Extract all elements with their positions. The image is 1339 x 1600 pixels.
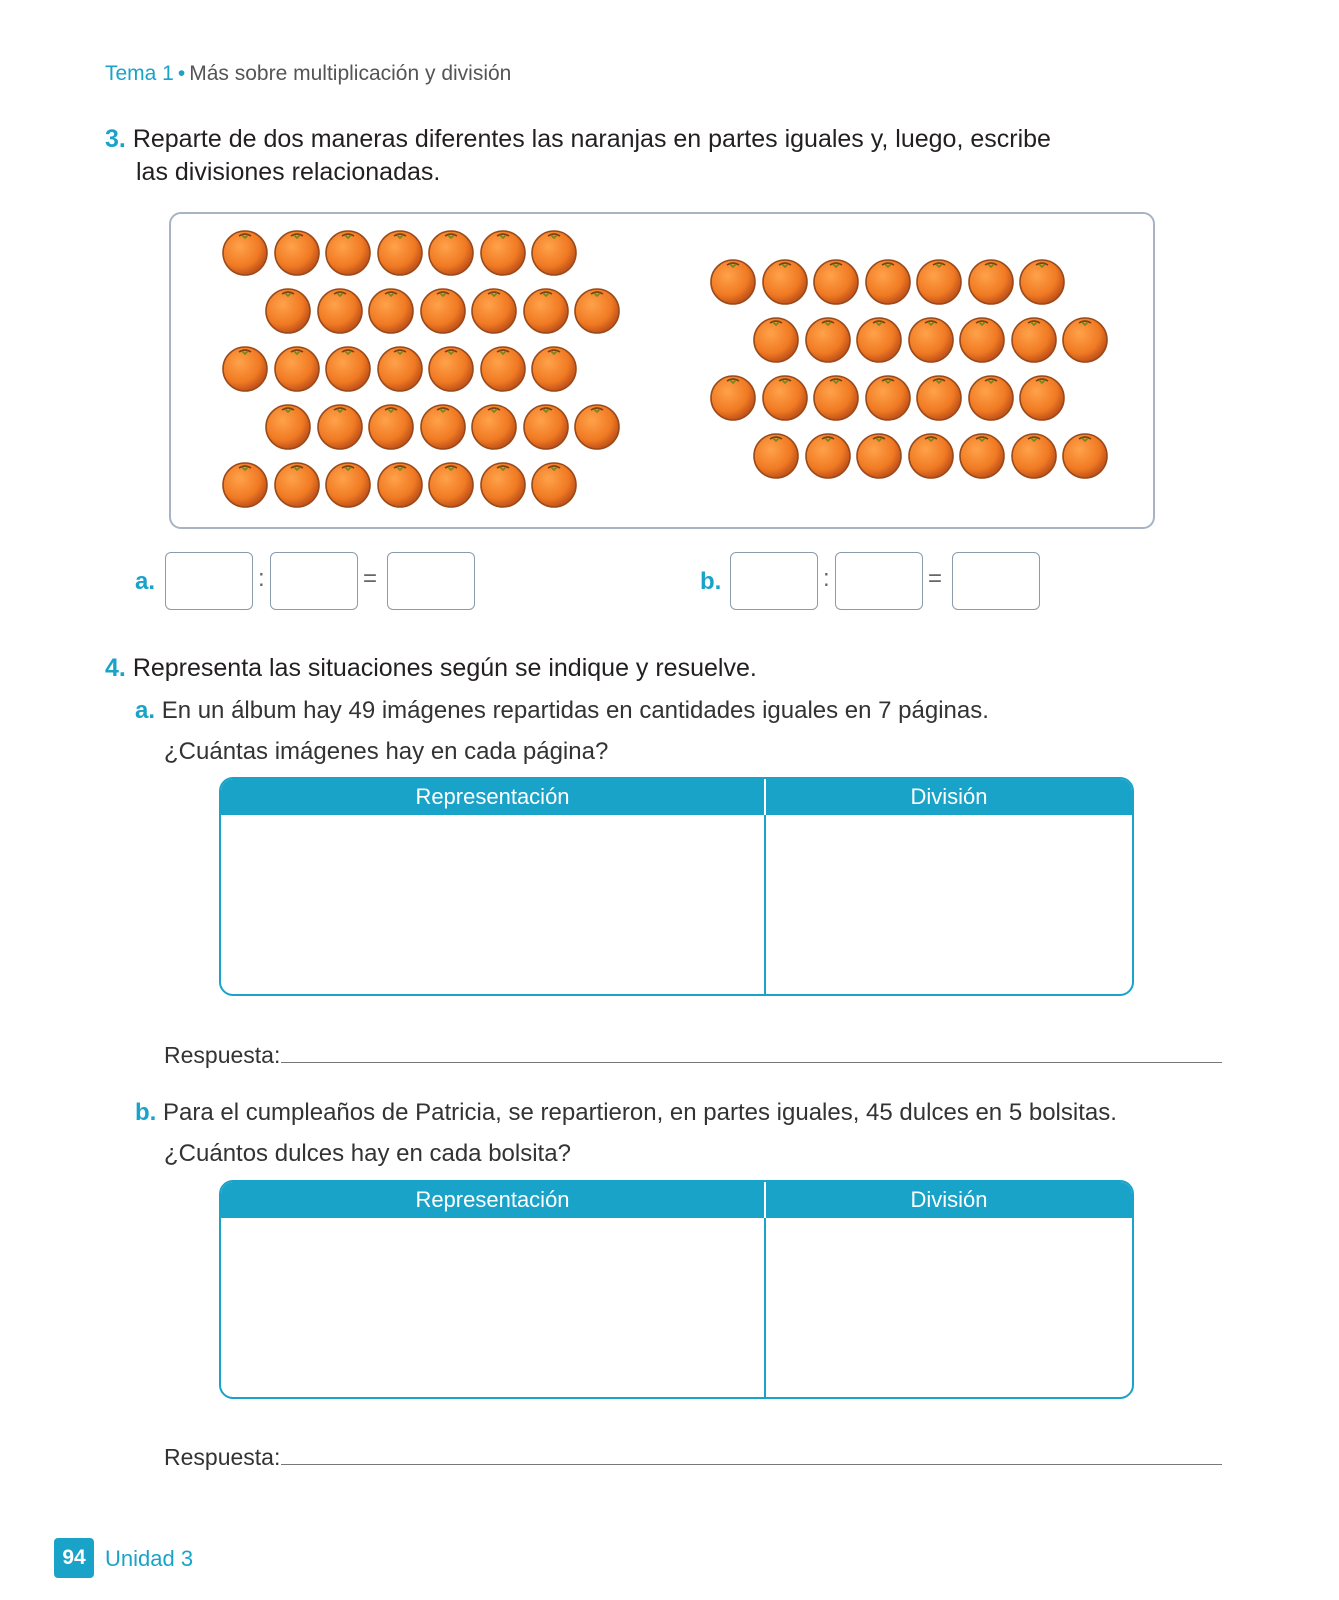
orange-icon xyxy=(752,315,800,363)
page-header xyxy=(105,62,511,86)
orange-icon xyxy=(316,402,364,450)
orange-icon xyxy=(324,460,372,508)
orange-icon xyxy=(1010,315,1058,363)
answer-4a-line[interactable] xyxy=(281,1062,1222,1063)
question-3-line1: Reparte de dos maneras diferentes las naranjas en partes iguales y, luego, escribe xyxy=(132,125,1051,153)
table-4a-col-division: División xyxy=(910,784,988,809)
division-b-letter: b. xyxy=(700,568,722,595)
orange-icon xyxy=(761,373,809,421)
orange-icon xyxy=(804,315,852,363)
orange-icon xyxy=(855,431,903,479)
question-4 xyxy=(105,652,757,685)
orange-icon xyxy=(479,344,527,392)
question-4b-line1 xyxy=(135,1092,1117,1133)
orange-icon xyxy=(915,257,963,305)
answer-4a-label: Respuesta: xyxy=(164,1042,281,1068)
table-4a-col-representation: Representación xyxy=(415,784,570,809)
division-a-dividend-box[interactable] xyxy=(165,552,253,610)
division-a-quotient-box[interactable] xyxy=(387,552,475,610)
division-b-divide-sign: : xyxy=(823,565,830,592)
oranges-panel xyxy=(169,212,1155,529)
orange-icon xyxy=(470,402,518,450)
question-4-title: Representa las situaciones según se indique y resuelve. xyxy=(132,654,757,682)
answer-4b-line[interactable] xyxy=(281,1464,1222,1465)
orange-icon xyxy=(573,402,621,450)
orange-icon xyxy=(427,460,475,508)
division-a-letter: a. xyxy=(135,568,156,595)
orange-icon xyxy=(479,228,527,276)
question-4a-text: En un álbum hay 49 imágenes repartidas en cantidades iguales en 7 páginas. xyxy=(161,697,989,724)
orange-icon xyxy=(1010,431,1058,479)
orange-icon xyxy=(264,286,312,334)
orange-icon xyxy=(427,228,475,276)
orange-icon xyxy=(221,460,269,508)
orange-icon xyxy=(522,286,570,334)
orange-icon xyxy=(316,286,364,334)
orange-icon xyxy=(812,257,860,305)
orange-icon xyxy=(573,286,621,334)
page-number-badge: 94 xyxy=(54,1538,94,1578)
orange-icon xyxy=(376,460,424,508)
division-b-divisor-box[interactable] xyxy=(835,552,923,610)
orange-icon xyxy=(855,315,903,363)
orange-icon xyxy=(967,373,1015,421)
orange-icon xyxy=(804,431,852,479)
orange-icon xyxy=(273,344,321,392)
table-4a-division-cell[interactable] xyxy=(766,815,1132,994)
answer-4b-label: Respuesta: xyxy=(164,1444,281,1470)
table-4a-representation-cell[interactable] xyxy=(221,815,764,994)
division-row-b xyxy=(700,552,1060,612)
division-a-equals-sign: = xyxy=(363,565,378,592)
orange-icon xyxy=(324,228,372,276)
orange-icon xyxy=(761,257,809,305)
question-4b-line2: ¿Cuántos dulces hay en cada bolsita? xyxy=(164,1140,571,1167)
question-4a-line1 xyxy=(135,690,989,731)
orange-icon xyxy=(530,228,578,276)
orange-icon xyxy=(264,402,312,450)
orange-icon xyxy=(530,460,578,508)
orange-icon xyxy=(958,315,1006,363)
table-4b-representation-cell[interactable] xyxy=(221,1218,764,1397)
table-4b-col-representation: Representación xyxy=(415,1187,570,1212)
orange-icon xyxy=(709,373,757,421)
table-4a-header-divider xyxy=(764,779,766,815)
orange-icon xyxy=(1018,257,1066,305)
orange-icon xyxy=(221,228,269,276)
question-3 xyxy=(105,123,1051,156)
orange-icon xyxy=(864,257,912,305)
table-4b-division-cell[interactable] xyxy=(766,1218,1132,1397)
orange-icon xyxy=(367,286,415,334)
table-4a xyxy=(219,777,1134,996)
orange-icon xyxy=(324,344,372,392)
orange-icon xyxy=(367,402,415,450)
question-4-number: 4. xyxy=(105,654,126,682)
division-b-quotient-box[interactable] xyxy=(952,552,1040,610)
orange-icon xyxy=(221,344,269,392)
division-a-divisor-box[interactable] xyxy=(270,552,358,610)
orange-icon xyxy=(709,257,757,305)
orange-icon xyxy=(273,228,321,276)
question-4b-letter: b. xyxy=(135,1099,157,1126)
orange-icon xyxy=(864,373,912,421)
orange-icon xyxy=(1061,315,1109,363)
orange-icon xyxy=(427,344,475,392)
header-separator: • xyxy=(177,62,186,85)
unit-label: Unidad 3 xyxy=(105,1546,194,1571)
topic-subtitle: Más sobre multiplicación y división xyxy=(189,62,512,85)
orange-icon xyxy=(470,286,518,334)
table-4b-col-division: División xyxy=(910,1187,988,1212)
orange-icon xyxy=(907,315,955,363)
orange-icon xyxy=(273,460,321,508)
orange-icon xyxy=(967,257,1015,305)
orange-icon xyxy=(479,460,527,508)
topic-label: Tema 1 xyxy=(105,62,174,85)
division-b-dividend-box[interactable] xyxy=(730,552,818,610)
orange-icon xyxy=(1061,431,1109,479)
orange-icon xyxy=(1018,373,1066,421)
orange-icon xyxy=(958,431,1006,479)
division-b-equals-sign: = xyxy=(928,565,943,592)
question-3-number: 3. xyxy=(105,125,126,153)
orange-icon xyxy=(812,373,860,421)
orange-icon xyxy=(419,402,467,450)
orange-icon xyxy=(752,431,800,479)
question-4b-text: Para el cumpleaños de Patricia, se repartieron, en partes iguales, 45 dulces en 5 bolsitas. xyxy=(163,1099,1117,1126)
orange-icon xyxy=(522,402,570,450)
orange-icon xyxy=(376,228,424,276)
division-row-a xyxy=(135,552,495,612)
orange-icon xyxy=(376,344,424,392)
orange-icon xyxy=(419,286,467,334)
question-4a-letter: a. xyxy=(135,697,156,724)
orange-icon xyxy=(530,344,578,392)
division-a-divide-sign: : xyxy=(258,565,265,592)
question-4a-line2: ¿Cuántas imágenes hay en cada página? xyxy=(164,738,609,765)
question-3-line2: las divisiones relacionadas. xyxy=(136,158,441,186)
orange-icon xyxy=(915,373,963,421)
orange-icon xyxy=(907,431,955,479)
table-4b-header-divider xyxy=(764,1182,766,1218)
table-4b xyxy=(219,1180,1134,1399)
